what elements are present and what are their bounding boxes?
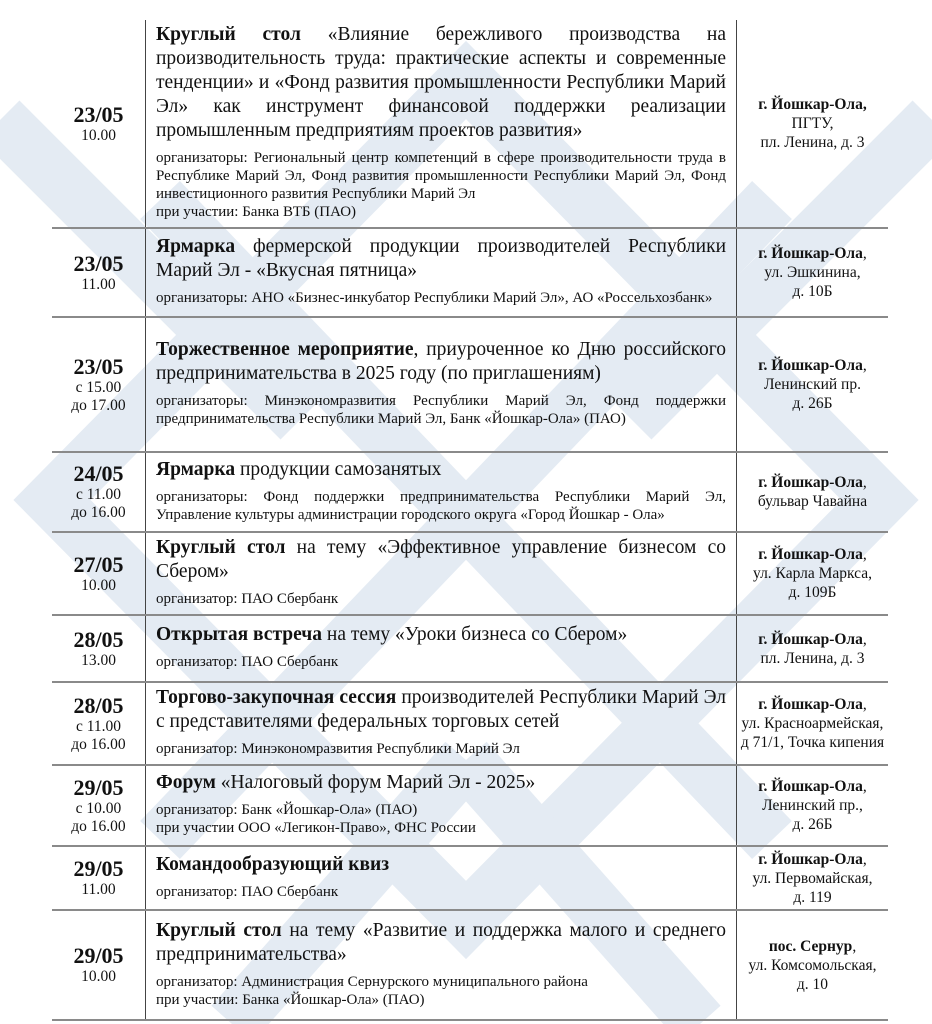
event-time: 11.00 <box>81 881 116 898</box>
event-address: д. 26Б <box>792 816 833 833</box>
event-organizers: организатор: Администрация Сернурского муниципального района <box>156 973 588 990</box>
event-cell <box>146 846 737 910</box>
event-row <box>52 228 888 317</box>
event-description: на тему «Эффективное управление бизнесом со Сбером» <box>156 537 726 582</box>
event-date: 28/05 <box>73 626 124 652</box>
event-cell <box>146 20 737 228</box>
event-cell <box>146 452 737 532</box>
event-date: 23/05 <box>73 101 124 127</box>
event-type: Ярмарка <box>156 236 236 257</box>
event-type: Открытая встреча <box>156 624 323 645</box>
event-row <box>52 20 888 228</box>
event-row <box>52 452 888 532</box>
event-title <box>156 235 726 283</box>
event-description: «Налоговый форум Марий Эл - 2025» <box>215 772 536 793</box>
event-organizers: организаторы: АНО «Бизнес-инкубатор Республики Марий Эл», АО «Россельхозбанк» <box>156 290 713 306</box>
event-date: 27/05 <box>73 551 124 577</box>
event-address: пл. Ленина, д. 3 <box>760 649 865 667</box>
event-time: до 17.00 <box>71 396 126 414</box>
date-cell <box>52 615 146 682</box>
event-description: на тему «Развитие и поддержка малого и среднего предпринимательства» <box>156 919 726 965</box>
event-type: Торжественное мероприятие <box>156 339 414 360</box>
event-type: Круглый стол <box>156 537 286 558</box>
location-cell: г. Йошкар-Ола, Ленинский пр., д. 26Б <box>737 765 889 846</box>
event-title <box>156 623 726 647</box>
date-cell <box>52 846 146 910</box>
event-title <box>156 338 726 386</box>
event-address: Ленинский пр., <box>762 797 863 814</box>
location-cell: г. Йошкар-Ола, бульвар Чавайна <box>737 452 889 532</box>
event-cell <box>146 765 737 846</box>
event-organizers: организатор: ПАО Сбербанк <box>156 883 339 900</box>
event-cell <box>146 615 737 682</box>
event-description: фермерской продукции производителей Республики Марий Эл - «Вкусная пятница» <box>156 236 726 281</box>
event-organizers: организаторы: Региональный центр компетенций в сфере производительности труда в Республике Марий Эл, Фонд развития промышленности Республики Марий Эл, Фонд инвестиционного развития Республики Марий Эл <box>156 150 726 202</box>
event-address: д 71/1, Точка кипения <box>740 734 885 751</box>
event-date: 24/05 <box>73 461 124 486</box>
event-time: 10.00 <box>81 968 116 985</box>
event-time: с 15.00 <box>75 378 122 396</box>
event-city: г. Йошкар-Ола <box>758 474 863 491</box>
event-type: Ярмарка <box>156 458 236 480</box>
event-cell <box>146 532 737 615</box>
event-organizers: при участии: Банка «Йошкар-Ола» (ПАО) <box>156 991 425 1008</box>
event-city: пос. Сернур <box>768 937 853 955</box>
event-date: 29/05 <box>73 943 124 968</box>
event-title <box>156 458 726 482</box>
event-address: Ленинский пр. <box>764 376 861 393</box>
event-time: до 16.00 <box>71 504 126 521</box>
event-description: на тему «Уроки бизнеса со Сбером» <box>322 624 628 645</box>
event-address: д. 109Б <box>788 584 837 601</box>
event-date: 29/05 <box>73 774 124 800</box>
event-row <box>52 682 888 765</box>
event-organizers: организатор: ПАО Сбербанк <box>156 654 339 670</box>
event-title <box>156 919 726 967</box>
event-row <box>52 765 888 846</box>
date-cell <box>52 228 146 317</box>
location-cell: г. Йошкар-Ола, ул. Эшкинина, д. 10Б <box>737 228 889 317</box>
event-time: 10.00 <box>81 126 116 144</box>
event-organizers: организаторы: Минэкономразвития Республики Марий Эл, Фонд поддержки предпринимательства Республики Марий Эл, Банк «Йошкар-Ола» (ПАО) <box>156 393 726 427</box>
event-organizers: организаторы: Фонд поддержки предпринимательства Республики Марий Эл, Управление культуры администрации городского округа «Город Йошкар - Ола» <box>156 488 726 523</box>
date-cell <box>52 452 146 532</box>
date-cell <box>52 317 146 452</box>
event-address: ул. Эшкинина, <box>764 264 861 281</box>
event-organizers: организатор: Банк «Йошкар-Ола» (ПАО) <box>156 802 418 818</box>
event-address: д. 119 <box>793 888 832 906</box>
location-cell: г. Йошкар-Ола, ул. Первомайская, д. 119 <box>737 846 889 910</box>
event-description: продукции самозанятых <box>235 458 442 480</box>
events-table <box>52 20 888 1021</box>
event-address: д. 26Б <box>792 395 833 412</box>
event-title <box>156 853 726 877</box>
event-title <box>156 771 726 795</box>
event-address: ул. Первомайская, <box>752 869 873 887</box>
event-type: Командообразующий квиз <box>156 853 390 875</box>
event-organizers: организатор: Минэкономразвития Республики Марий Эл <box>156 741 520 757</box>
event-address: ул. Комсомольская, <box>748 956 877 974</box>
event-cell <box>146 682 737 765</box>
event-address: ул. Красноармейская, <box>741 715 884 732</box>
event-organizers: при участии: Банка ВТБ (ПАО) <box>156 204 357 220</box>
event-type: Круглый стол <box>156 919 282 941</box>
event-address: д. 10Б <box>792 283 833 300</box>
event-cell <box>146 910 737 1020</box>
event-time: до 16.00 <box>71 735 126 753</box>
event-type: Форум <box>156 772 216 793</box>
event-date: 23/05 <box>73 353 124 379</box>
location-cell: г. Йошкар-Ола, Ленинский пр. д. 26Б <box>737 317 889 452</box>
event-row <box>52 532 888 615</box>
event-time: 13.00 <box>81 651 116 669</box>
event-description: производителей Республики Марий Эл с представителями федеральных торговых сетей <box>156 687 726 732</box>
event-address: д. 10 <box>796 975 829 993</box>
date-cell <box>52 682 146 765</box>
event-row <box>52 846 888 910</box>
event-time: до 16.00 <box>71 817 126 835</box>
location-cell: г. Йошкар-Ола, пл. Ленина, д. 3 <box>737 615 889 682</box>
event-date: 23/05 <box>73 250 124 276</box>
event-title <box>156 23 726 143</box>
event-time: 11.00 <box>81 275 116 293</box>
location-cell: г. Йошкар-Ола, ул. Карла Маркса, д. 109Б <box>737 532 889 615</box>
event-date: 29/05 <box>73 856 124 881</box>
event-time: с 11.00 <box>75 717 122 735</box>
event-row <box>52 615 888 682</box>
event-row <box>52 910 888 1020</box>
event-address: ПГТУ, <box>791 115 834 132</box>
event-address: бульвар Чавайна <box>757 493 868 510</box>
event-organizers: организатор: ПАО Сбербанк <box>156 591 339 607</box>
event-city: г. Йошкар-Ола <box>758 630 863 648</box>
event-city: г. Йошкар-Ола <box>758 546 863 563</box>
location-cell: г. Йошкар-Ола, ул. Красноармейская, д 71/1, Точка кипения <box>737 682 889 765</box>
date-cell <box>52 532 146 615</box>
event-time: 10.00 <box>81 576 116 594</box>
event-description: , приуроченное ко Дню российского предпринимательства в 2025 году (по приглашениям) <box>156 339 726 384</box>
event-date: 28/05 <box>73 692 124 718</box>
event-type: Торгово-закупочная сессия <box>156 687 397 708</box>
event-city: г. Йошкар-Ола <box>758 245 863 262</box>
location-cell <box>737 20 889 228</box>
event-city: г. Йошкар-Ола, <box>758 96 867 113</box>
event-address: ул. Карла Маркса, <box>753 565 872 582</box>
event-address: пл. Ленина, д. 3 <box>760 134 865 151</box>
event-description: «Влияние бережливого производства на производительность труда: практические аспекты и современные тенденции» и «Фонд развития промышленности Республики Марий Эл» как инструмент финансовой поддержки реализации промышленным предприятиям проектов развития» <box>156 24 726 141</box>
event-city: г. Йошкар-Ола <box>758 778 863 795</box>
date-cell <box>52 910 146 1020</box>
event-row <box>52 317 888 452</box>
location-cell: пос. Сернур, ул. Комсомольская, д. 10 <box>737 910 889 1020</box>
event-time: с 10.00 <box>75 799 122 817</box>
event-title <box>156 686 726 734</box>
event-city: г. Йошкар-Ола <box>758 357 863 374</box>
event-title <box>156 536 726 584</box>
event-organizers: при участии ООО «Легикон-Право», ФНС России <box>156 820 476 836</box>
event-time: с 11.00 <box>75 486 122 503</box>
event-city: г. Йошкар-Ола <box>758 850 863 868</box>
event-cell <box>146 228 737 317</box>
date-cell <box>52 20 146 228</box>
event-type: Круглый стол <box>156 24 301 45</box>
event-cell <box>146 317 737 452</box>
event-city: г. Йошкар-Ола <box>758 696 863 713</box>
date-cell <box>52 765 146 846</box>
